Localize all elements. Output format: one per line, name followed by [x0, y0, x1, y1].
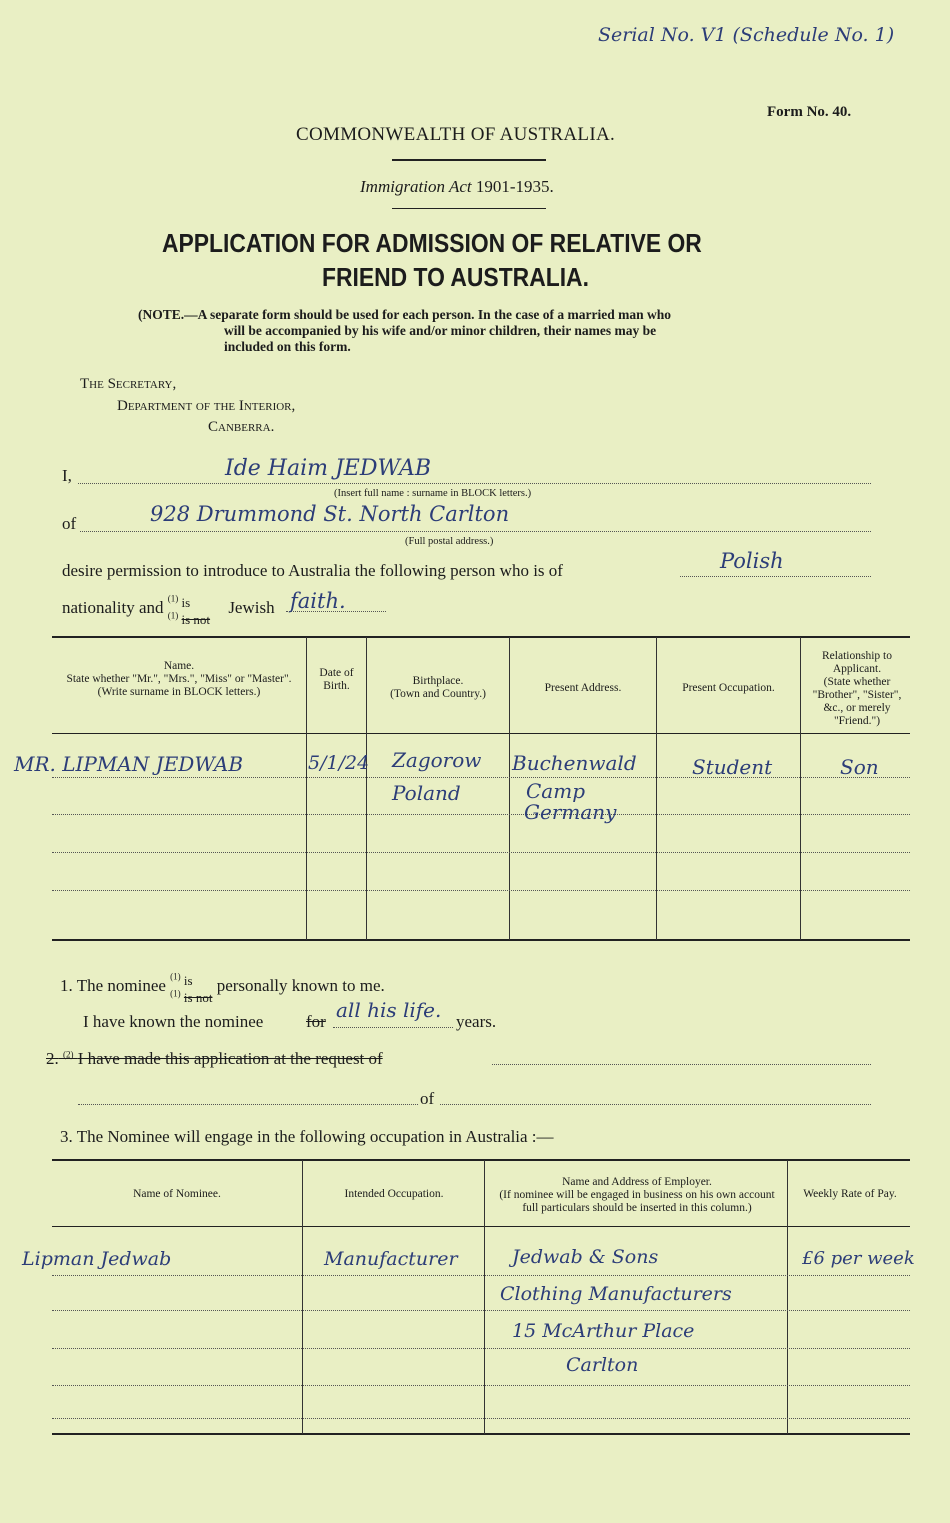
country-heading: COMMONWEALTH OF AUSTRALIA. [296, 124, 616, 145]
table1-row-line [52, 852, 910, 853]
table2-row-line [52, 1275, 910, 1276]
applicant-name[interactable]: Ide Haim JEDWAB [225, 456, 432, 481]
note-line-3: included on this form. [224, 339, 351, 354]
addressee-line-2: Department of the Interior, [117, 398, 296, 414]
table1-header-dob: Date of Birth. [319, 667, 354, 692]
section3-number: 3. [60, 1127, 73, 1146]
nominee-relationship[interactable]: Son [840, 755, 879, 779]
footnote-mark: (1) [167, 594, 179, 604]
section2-number: 2. [46, 1049, 59, 1068]
request-address-line [440, 1104, 871, 1105]
nominee-address-2[interactable]: Camp [526, 779, 585, 803]
faith-label: Jewish [228, 598, 275, 618]
note-line-2: will be accompanied by his wife and/or minor children, their names may be [224, 323, 657, 338]
i-label: I, [62, 466, 72, 485]
section3-text: The Nominee will engage in the following occupation in Australia :— [76, 1127, 554, 1146]
table2-col-divider [302, 1160, 303, 1434]
nominee-occupation[interactable]: Student [692, 755, 773, 779]
table1-header-birthplace: Birthplace. (Town and Country.) [390, 675, 486, 700]
header-divider [392, 159, 546, 161]
table2-col-divider [787, 1160, 788, 1434]
table2-header-pay: Weekly Rate of Pay. [803, 1188, 897, 1200]
table1-col-divider [656, 637, 657, 940]
occupation-nominee-name[interactable]: Lipman Jedwab [22, 1248, 172, 1270]
footnote-mark-2: (1) [167, 610, 179, 621]
table1-row-line [52, 814, 910, 815]
table2-row-line [52, 1385, 910, 1386]
table2-header-employer: Name and Address of Employer. (If nominee will be engaged in business on his own account full particulars should be inserted in this column.) [499, 1176, 775, 1214]
addressee-line-1: The Secretary, [80, 376, 177, 392]
intended-occupation[interactable]: Manufacturer [324, 1248, 458, 1270]
form-number: Form No. 40. [767, 104, 852, 120]
table2-header-name: Name of Nominee. [133, 1188, 221, 1200]
known-duration-value[interactable]: all his life. [336, 998, 442, 1022]
is-option: is [181, 595, 191, 611]
nominee-name[interactable]: MR. LIPMAN JEDWAB [14, 752, 244, 776]
table1-col-divider [509, 637, 510, 940]
table2-row-line [52, 1310, 910, 1311]
table2-col-divider [484, 1160, 485, 1434]
weekly-pay[interactable]: £6 per week [802, 1248, 915, 1269]
table2-bottom-rule [52, 1433, 910, 1435]
act-line [360, 177, 554, 197]
address-line [80, 531, 871, 532]
section2-line [46, 1049, 383, 1069]
known-nominee-label: I have known the nominee [83, 1012, 264, 1031]
table1-row-line [52, 890, 910, 891]
section1-text-b: personally known to me. [216, 976, 385, 996]
title-line-1: APPLICATION FOR ADMISSION OF RELATIVE OR [162, 228, 702, 258]
section2-of: of [420, 1089, 435, 1108]
section1-number: 1. [60, 976, 73, 996]
table2-header-occupation: Intended Occupation. [344, 1188, 444, 1200]
name-hint: (Insert full name : surname in BLOCK letters.) [334, 488, 532, 499]
faith-value[interactable]: faith. [290, 589, 346, 613]
nominee-address-3[interactable]: Germany [524, 800, 617, 824]
known-years-line [333, 1027, 453, 1028]
request-name-line [492, 1064, 871, 1065]
nationality-faith-line [62, 593, 275, 626]
act-years: 1901-1935. [475, 177, 554, 196]
act-name: Immigration Act [360, 177, 472, 196]
nationality-line [680, 576, 871, 577]
applicant-address[interactable]: 928 Drummond St. North Carlton [150, 502, 510, 526]
note-line-1: (NOTE.—A separate form should be used for each person. In the case of a married man who [138, 307, 671, 322]
employer-line-2[interactable]: Clothing Manufacturers [500, 1283, 732, 1305]
of-label: of [62, 514, 77, 533]
serial-number: Serial No. V1 (Schedule No. 1) [598, 24, 895, 46]
table1-header-name: Name. State whether "Mr.", "Mrs.", "Miss" or "Master". (Write surname in BLOCK letters.) [66, 660, 292, 698]
section1-text-a: The nominee [76, 976, 166, 996]
nominee-address-1[interactable]: Buchenwald [512, 751, 637, 775]
table2-row-line [52, 1418, 910, 1419]
address-hint: (Full postal address.) [405, 536, 494, 547]
table2-header-rule [52, 1226, 910, 1227]
name-line [78, 483, 871, 484]
section1-is-choice: $^{(1)}$ is $^{(1)}$ is not [170, 972, 213, 1005]
table1-header-address: Present Address. [544, 682, 622, 694]
table1-col-divider [800, 637, 801, 940]
title-line-2: FRIEND TO AUSTRALIA. [322, 262, 589, 292]
employer-line-4[interactable]: Carlton [566, 1354, 639, 1376]
table1-col-divider [366, 637, 367, 940]
desire-text: desire permission to introduce to Australia the following person who is of [62, 561, 563, 580]
nominee-birthplace-country[interactable]: Poland [392, 781, 461, 805]
addressee-line-3: Canberra. [208, 419, 275, 435]
nominee-dob[interactable]: 5/1/24 [308, 752, 370, 774]
request-line-2 [78, 1104, 418, 1105]
table1-row-line [52, 777, 910, 778]
employer-line-1[interactable]: Jedwab & Sons [512, 1246, 659, 1268]
known-for-struck: for [306, 1012, 326, 1031]
section2-text: I have made this application at the request of [77, 1049, 383, 1068]
is-isnot-choice [168, 593, 210, 626]
years-label: years. [456, 1012, 497, 1031]
table1-col-divider [306, 637, 307, 940]
table1-bottom-rule [52, 939, 910, 941]
section3-line [60, 1127, 554, 1147]
table2-row-line [52, 1348, 910, 1349]
table1-top-rule [52, 636, 910, 638]
header-divider-2 [392, 208, 546, 209]
is-not-option: is not [181, 611, 211, 627]
nominee-birthplace-town[interactable]: Zagorow [392, 748, 482, 772]
nationality-label: nationality and [62, 598, 164, 618]
section2-footnote: (2) [63, 1049, 74, 1060]
table2-top-rule [52, 1159, 910, 1161]
employer-line-3[interactable]: 15 McArthur Place [512, 1320, 695, 1342]
nationality-value[interactable]: Polish [720, 549, 784, 573]
table1-header-occupation: Present Occupation. [682, 682, 775, 694]
table1-header-relationship: Relationship to Applicant. (State whether "Brother", "Sister", &c., or merely "Friend.") [812, 650, 902, 727]
table1-header-rule [52, 733, 910, 734]
